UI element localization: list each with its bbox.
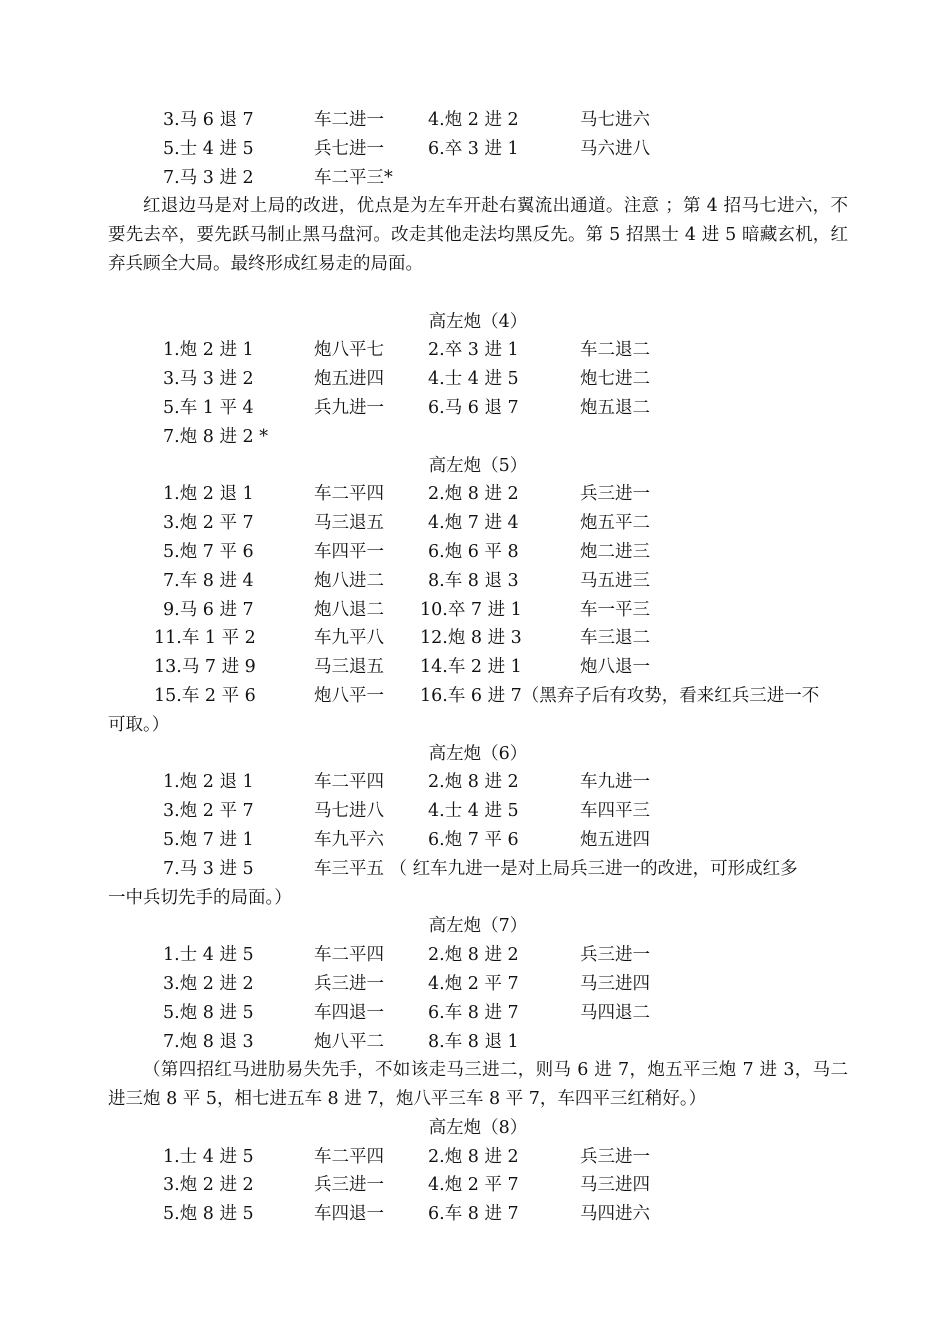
move-row — [108, 1200, 848, 1229]
move-red: 7.马 3 进 5 — [163, 858, 254, 879]
move-red: 11.车 1 平 2 — [154, 628, 256, 649]
move-black: 车三退二 — [580, 628, 650, 649]
move-black: 车四退一 — [314, 1002, 384, 1023]
move-red: 1.士 4 进 5 — [163, 945, 254, 966]
move-row — [108, 480, 848, 509]
move-black: 车二进一 — [314, 110, 384, 130]
move-row — [108, 826, 848, 855]
move-red: 4.炮 2 进 2 — [428, 110, 519, 130]
move-red: 2.炮 8 进 2 — [428, 772, 519, 793]
move-red: 1.炮 2 进 1 — [163, 340, 254, 361]
move-red: 7.马 3 进 2 — [163, 167, 254, 188]
move-black: 炮八退一 — [580, 657, 650, 678]
move-black: 马七进六 — [580, 110, 650, 130]
move-black: 炮五进四 — [314, 369, 384, 390]
move-row — [108, 538, 848, 567]
move-black: 马三进四 — [580, 1175, 650, 1196]
move-row — [108, 624, 848, 653]
move-red: 14.车 2 进 1 — [420, 657, 522, 678]
move-red: 3.马 6 退 7 — [163, 110, 254, 130]
move-black: 车二平四 — [314, 1146, 384, 1167]
move-black: 车二退二 — [580, 340, 650, 361]
move-red: 4.士 4 进 5 — [428, 801, 519, 822]
move-red: 10.卒 7 进 1 — [420, 599, 522, 620]
move-red: 2.炮 8 进 2 — [428, 484, 519, 505]
move-red: 3.炮 2 平 7 — [163, 513, 254, 534]
move-red: 15.车 2 平 6 — [154, 685, 256, 706]
move-red: 6.马 6 退 7 — [428, 397, 519, 418]
comment-text: 一中兵切先手的局面。） — [108, 887, 292, 908]
move-black: 马三退五 — [314, 657, 384, 678]
move-row — [108, 509, 848, 538]
move-black: 马四进六 — [580, 1204, 650, 1225]
move-red: 1.士 4 进 5 — [163, 1146, 254, 1167]
move-red: 1.炮 2 退 1 — [163, 484, 254, 505]
move-red: 5.炮 7 平 6 — [163, 541, 254, 562]
move-red: 6.车 8 进 7 — [428, 1002, 519, 1023]
move-red: 5.士 4 进 5 — [163, 138, 254, 159]
comment-text: 可取。） — [108, 714, 170, 735]
move-row — [108, 365, 848, 394]
move-row — [108, 423, 848, 452]
move-row — [108, 999, 848, 1028]
move-row — [108, 1143, 848, 1172]
move-red: 5.炮 7 进 1 — [163, 829, 254, 850]
move-black: 车九平八 — [314, 628, 384, 649]
move-red: 2.炮 8 进 2 — [428, 1146, 519, 1167]
move-black: 马三退五 — [314, 513, 384, 534]
move-black: 炮五进四 — [580, 829, 650, 850]
move-red: 8.车 8 退 3 — [428, 570, 519, 591]
move-row — [108, 768, 848, 797]
move-black: 车四退一 — [314, 1204, 384, 1225]
move-row — [108, 567, 848, 596]
move-red: 5.车 1 平 4 — [163, 397, 254, 418]
move-black: 马七进八 — [314, 801, 384, 822]
move-black: 炮八进二 — [314, 570, 384, 591]
commentary-paragraph: 红退边马是对上局的改进，优点是为左车开赴右翼流出通道。注意 ；第 4 招马七进六，不要先去卒，要先跃马制止黑马盘河。改走其他走法均黑反先。第 5 招黑士 4 进 5 暗藏玄机，红弃兵顾全大局。最终形成红易走的局面。 — [108, 196, 848, 274]
move-black: 兵九进一 — [314, 397, 384, 418]
move-black: 马六进八 — [580, 138, 650, 159]
move-black: 炮八平七 — [314, 340, 384, 361]
section-title: 高左炮（6） — [428, 743, 528, 764]
move-black: 炮二进三 — [580, 541, 650, 562]
move-red: 6.炮 6 平 8 — [428, 541, 519, 562]
move-red: 9.马 6 进 7 — [163, 599, 254, 620]
move-row — [108, 1171, 848, 1200]
move-red: 4.炮 7 进 4 — [428, 513, 519, 534]
move-row — [108, 653, 848, 682]
move-row — [108, 855, 848, 884]
comment-continuation — [108, 711, 848, 740]
move-red: 2.卒 3 进 1 — [428, 340, 519, 361]
move-red: 3.炮 2 进 2 — [163, 973, 254, 994]
move-black: 马五进三 — [580, 570, 650, 591]
move-black: 炮八平二 — [314, 1031, 384, 1052]
move-red: 3.炮 2 进 2 — [163, 1175, 254, 1196]
move-black-with-comment: 车三平五 （ 红车九进一是对上局兵三进一的改进，可形成红多 — [314, 858, 798, 879]
move-row — [108, 970, 848, 999]
move-black: 车四平一 — [314, 541, 384, 562]
move-row — [108, 1028, 848, 1057]
move-red: 7.炮 8 进 2 * — [163, 426, 268, 447]
move-row — [108, 135, 848, 164]
move-black: 炮八平一 — [314, 685, 384, 706]
move-row — [108, 596, 848, 625]
move-black: 炮五退二 — [580, 397, 650, 418]
move-black: 兵三进一 — [314, 973, 384, 994]
move-black: 兵三进一 — [580, 1146, 650, 1167]
comment-continuation — [108, 884, 848, 913]
section-title: 高左炮（8） — [428, 1117, 528, 1138]
move-black: 马三进四 — [580, 973, 650, 994]
move-red: 7.炮 8 退 3 — [163, 1031, 254, 1052]
move-red: 6.炮 7 平 6 — [428, 829, 519, 850]
move-black: 兵七进一 — [314, 138, 384, 159]
move-red: 5.炮 8 进 5 — [163, 1002, 254, 1023]
move-row — [108, 941, 848, 970]
move-black: 车二平四 — [314, 484, 384, 505]
section-title: 高左炮（5） — [428, 455, 528, 476]
move-red: 8.车 8 退 1 — [428, 1031, 519, 1052]
move-row — [108, 797, 848, 826]
move-black: 兵三进一 — [580, 945, 650, 966]
move-row — [108, 394, 848, 423]
move-black: 车一平三 — [580, 599, 650, 620]
move-red: 12.炮 8 进 3 — [420, 628, 522, 649]
spacer — [108, 279, 848, 308]
move-row — [108, 336, 848, 365]
move-row — [108, 682, 848, 711]
move-black: 兵三进一 — [580, 484, 650, 505]
move-red: 7.车 8 进 4 — [163, 570, 254, 591]
move-red: 3.马 3 进 2 — [163, 369, 254, 390]
move-black: 炮七进二 — [580, 369, 650, 390]
move-red-with-comment: 16.车 6 进 7（黑弃子后有攻势，看来红兵三进一不 — [420, 685, 820, 706]
move-black: 车二平三* — [314, 167, 393, 188]
move-red: 2.炮 8 进 2 — [428, 945, 519, 966]
move-red: 4.士 4 进 5 — [428, 369, 519, 390]
move-red: 4.炮 2 平 7 — [428, 1175, 519, 1196]
move-red: 6.车 8 进 7 — [428, 1204, 519, 1225]
move-row — [108, 164, 848, 193]
move-black: 车九平六 — [314, 829, 384, 850]
move-red: 5.炮 8 进 5 — [163, 1204, 254, 1225]
move-black: 车四平三 — [580, 801, 650, 822]
move-red: 3.炮 2 平 7 — [163, 801, 254, 822]
move-black: 炮八退二 — [314, 599, 384, 620]
move-black: 车九进一 — [580, 772, 650, 793]
section-title: 高左炮（7） — [428, 916, 528, 937]
move-red: 4.炮 2 平 7 — [428, 973, 519, 994]
move-red: 6.卒 3 进 1 — [428, 138, 519, 159]
move-red: 1.炮 2 退 1 — [163, 772, 254, 793]
move-black: 兵三进一 — [314, 1175, 384, 1196]
document-content — [108, 106, 848, 1229]
section-title: 高左炮（4） — [428, 311, 528, 332]
move-black: 车二平四 — [314, 945, 384, 966]
move-red: 13.马 7 进 9 — [154, 657, 256, 678]
move-black: 炮五平二 — [580, 513, 650, 534]
move-black: 马四退二 — [580, 1002, 650, 1023]
commentary-paragraph: （第四招红马进肋易失先手，不如该走马三进二，则马 6 进 7，炮五平三炮 7 进 3，马二进三炮 8 平 5，相七进五车 8 进 7，炮八平三车 8 平 7，车四平三红稍好。） — [108, 1060, 848, 1110]
move-black: 车二平四 — [314, 772, 384, 793]
move-row — [108, 106, 848, 135]
